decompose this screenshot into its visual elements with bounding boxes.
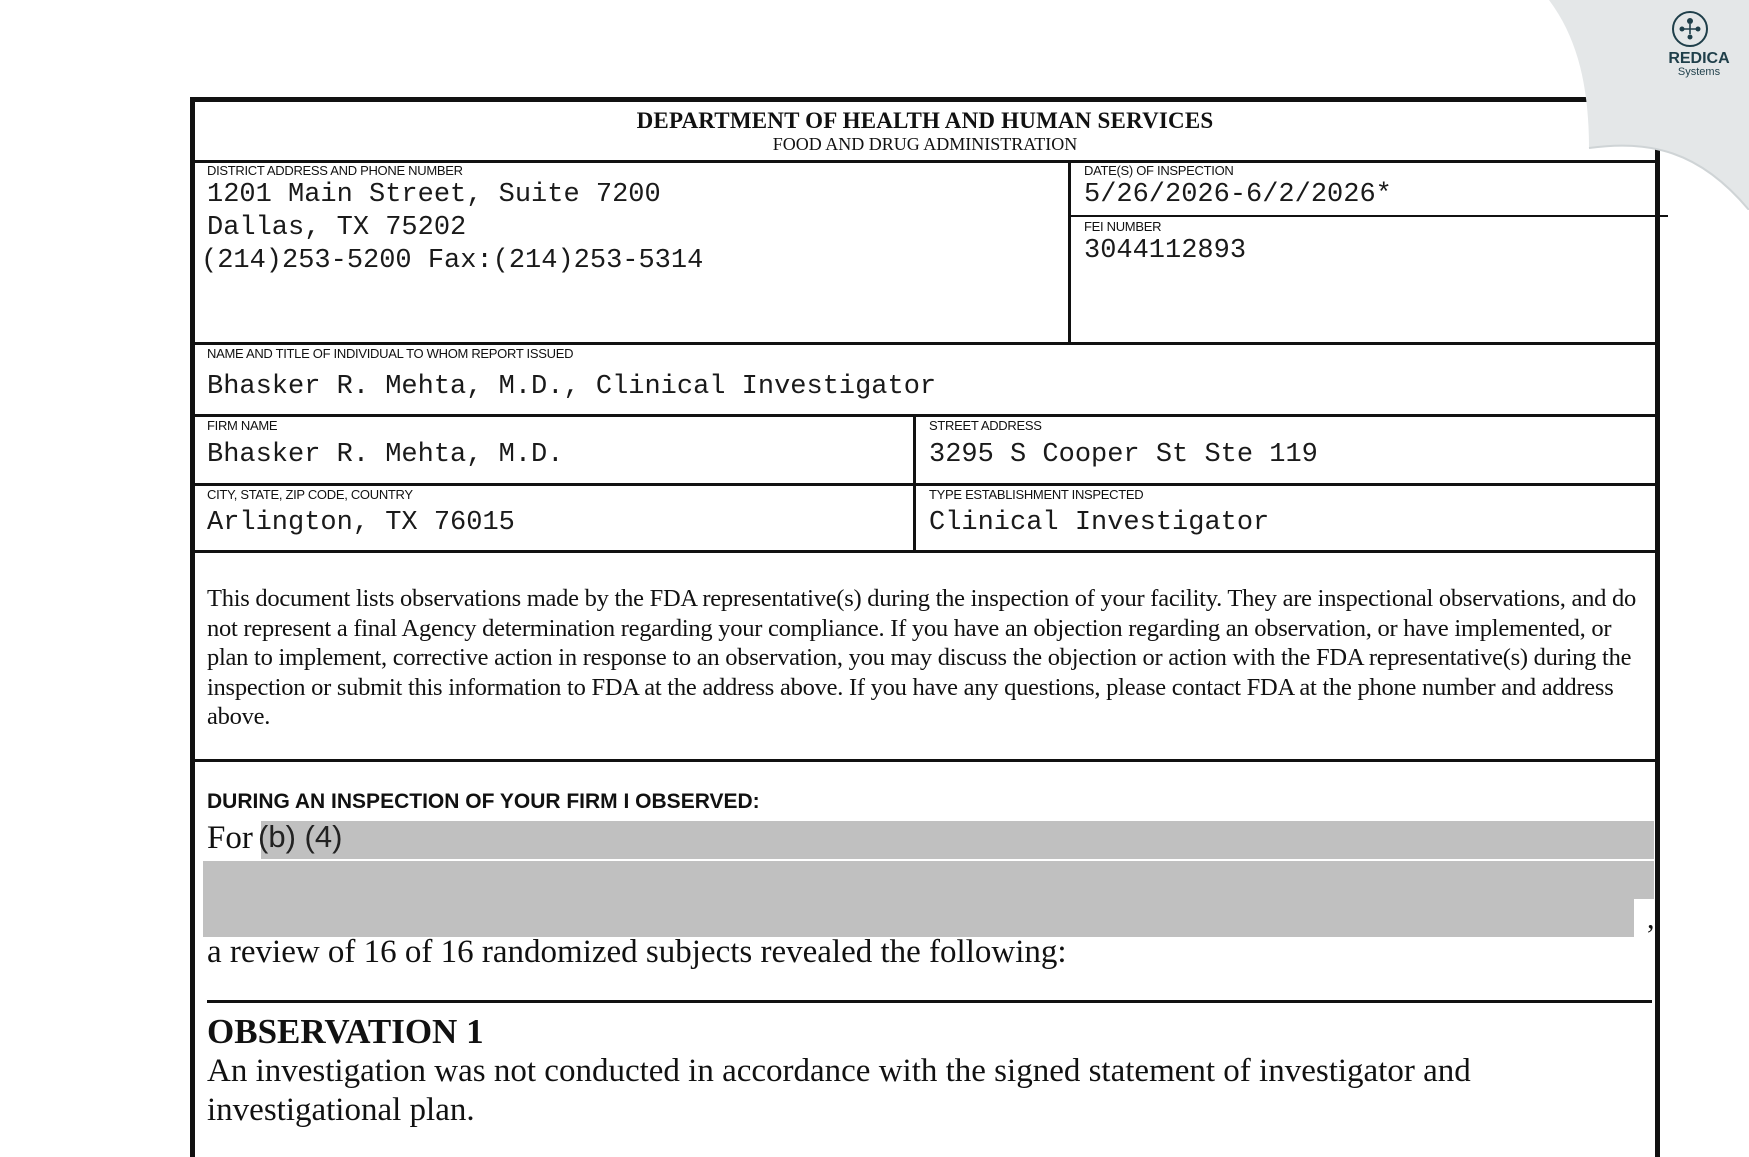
observation-divider	[207, 1000, 1652, 1003]
watermark-sub: Systems	[1677, 66, 1721, 78]
dates-divider	[1068, 215, 1668, 217]
establishment-label: TYPE ESTABLISHMENT INSPECTED	[929, 487, 1144, 502]
city-label: CITY, STATE, ZIP CODE, COUNTRY	[207, 487, 413, 502]
district-line1: 1201 Main Street, Suite 7200	[207, 180, 661, 210]
redaction-block-3	[203, 899, 1634, 937]
fei-value: 3044112893	[1084, 236, 1247, 266]
street-value: 3295 S Cooper St Ste 119	[929, 440, 1318, 470]
row-divider-4	[195, 550, 1655, 553]
establishment-value: Clinical Investigator	[929, 508, 1270, 538]
observation-text: An investigation was not conducted in accordance with the signed statement of investigator and investigational plan.	[207, 1053, 1471, 1128]
watermark-brand: REDICA	[1668, 50, 1730, 67]
recipient-value: Bhasker R. Mehta, M.D., Clinical Investigator	[207, 372, 937, 402]
corner-curl-shape	[1549, 0, 1749, 210]
redaction-block-2	[203, 861, 1654, 899]
trailing-comma: ,	[1647, 902, 1655, 935]
agency-title: FOOD AND DRUG ADMINISTRATION	[772, 134, 1078, 154]
row-divider-2	[195, 414, 1655, 417]
district-divider	[1068, 160, 1071, 342]
fei-label: FEI NUMBER	[1084, 219, 1162, 234]
watermark-corner	[1549, 0, 1749, 210]
street-label: STREET ADDRESS	[929, 418, 1042, 433]
row-divider-5	[195, 759, 1655, 762]
city-value: Arlington, TX 76015	[207, 508, 515, 538]
observed-heading: DURING AN INSPECTION OF YOUR FIRM I OBSERVED:	[207, 790, 760, 813]
recipient-label: NAME AND TITLE OF INDIVIDUAL TO WHOM REPORT ISSUED	[207, 346, 574, 361]
for-word: For	[207, 820, 253, 856]
district-line2: Dallas, TX 75202	[207, 213, 467, 243]
firm-value: Bhasker R. Mehta, M.D.	[207, 440, 564, 470]
review-text: a review of 16 of 16 randomized subjects revealed the following:	[207, 934, 1067, 970]
observation-title: OBSERVATION 1	[207, 1012, 484, 1051]
fda-483-form	[190, 97, 1660, 1157]
row-divider-3	[195, 483, 1655, 486]
form-header	[195, 102, 1655, 163]
department-title: DEPARTMENT OF HEALTH AND HUMAN SERVICES	[636, 108, 1214, 133]
notice-paragraph: This document lists observations made by the FDA representative(s) during the inspection of your facility. They are inspectional observations, and do not represent a final Agency determination regarding your compliance. If you have an objection regarding an observation, or have implemented, or plan to implement, corrective action in response to an observation, you may discuss the objection or action with the FDA representative(s) during the inspection or submit this information to FDA at the address above. If you have any questions, please contact FDA at the phone number and address above.	[207, 585, 1637, 730]
dates-value: 5/26/2026-6/2/2026*	[1084, 180, 1392, 210]
district-label: DISTRICT ADDRESS AND PHONE NUMBER	[207, 163, 463, 178]
firm-label: FIRM NAME	[207, 418, 278, 433]
row-divider-1	[195, 342, 1655, 345]
redaction-code: (b) (4)	[258, 819, 343, 854]
redica-logo-icon	[1671, 10, 1709, 48]
redaction-block-1	[261, 821, 1654, 859]
dates-label: DATE(S) OF INSPECTION	[1084, 163, 1234, 178]
district-line3: (214)253-5200 Fax:(214)253-5314	[201, 246, 704, 276]
